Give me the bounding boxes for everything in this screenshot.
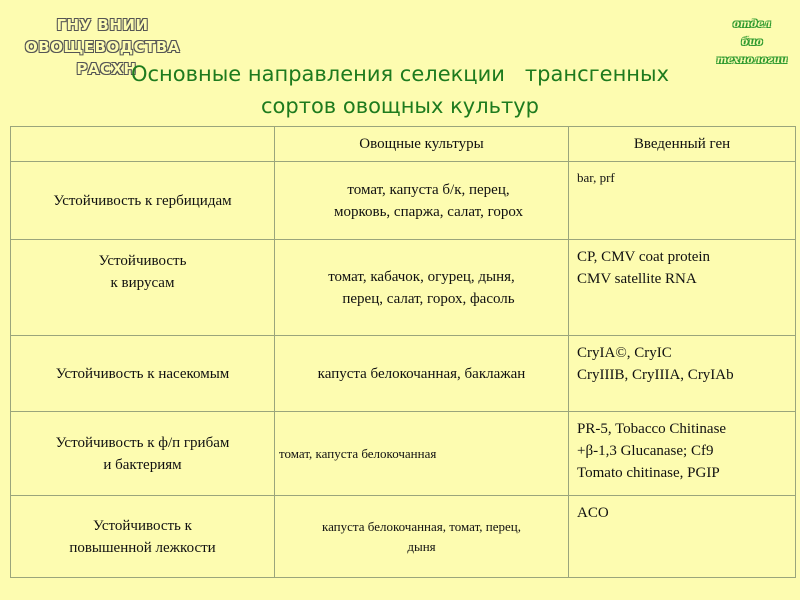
property-text: Устойчивость к гербицидам	[53, 192, 232, 209]
gene-text: ACO	[577, 505, 609, 521]
crops-cell	[275, 240, 569, 336]
selection-table	[10, 126, 796, 578]
crops-cell	[275, 336, 569, 412]
table-header-row	[11, 127, 796, 162]
property-cell	[11, 240, 275, 336]
gene-text: bar, prf	[577, 170, 615, 185]
logo-line-1: ГНУ ВНИИ	[56, 16, 149, 34]
gene-text: CP, CMV coat protein	[577, 249, 711, 265]
gene-text: Tomato chitinase, PGIP	[577, 465, 720, 481]
table-row	[11, 412, 796, 496]
gene-cell	[569, 336, 796, 412]
table-row	[11, 240, 796, 336]
property-cell	[11, 412, 275, 496]
gene-text: CryIIIB, CryIIIA, CryIAb	[577, 367, 734, 383]
table-row	[11, 496, 796, 578]
crops-cell	[275, 496, 569, 578]
logo-line-2: ОВОЩЕВОДСТВА	[25, 38, 180, 56]
header-crops: Овощные культуры	[275, 127, 569, 162]
table-row	[11, 336, 796, 412]
crops-text: томат, кабачок, огурец, дыня,	[328, 268, 515, 285]
crops-text: томат, капуста б/к, перец,	[347, 181, 510, 198]
gene-text: +β-1,3 Glucanase; Cf9	[577, 443, 714, 459]
crops-text: томат, капуста белокочанная	[279, 445, 437, 461]
property-cell	[11, 496, 275, 578]
property-cell	[11, 162, 275, 240]
property-cell	[11, 336, 275, 412]
property-text: Устойчивость к	[93, 517, 192, 534]
gene-text: CryIA©, CryIC	[577, 345, 672, 361]
property-text: Устойчивость	[98, 253, 187, 269]
crops-cell	[275, 162, 569, 240]
gene-text: PR-5, Tobacco Chitinase	[577, 421, 727, 437]
crops-text: морковь, спаржа, салат, горох	[333, 203, 524, 220]
gene-cell	[569, 240, 796, 336]
crops-text: дыня	[407, 538, 436, 554]
crops-text: капуста белокочанная, баклажан	[317, 365, 526, 382]
dept-logo-line-2: био	[741, 37, 763, 48]
gene-text: CMV satellite RNA	[577, 271, 697, 287]
header-property	[11, 127, 275, 162]
property-text: к вирусам	[110, 275, 175, 291]
logo-line-3: РАСХН	[76, 60, 137, 78]
gene-cell	[569, 162, 796, 240]
gene-cell	[569, 412, 796, 496]
crops-text: капуста белокочанная, томат, перец,	[321, 518, 522, 534]
header-gene: Введенный ген	[569, 127, 796, 162]
property-text: Устойчивость к ф/п грибам	[55, 434, 230, 451]
dept-logo-line-3: технологии	[716, 55, 788, 66]
property-text: Устойчивость к насекомым	[55, 365, 230, 382]
property-text: повышенной лежкости	[69, 539, 216, 556]
dept-logo-line-1: отдел	[733, 19, 771, 30]
crops-text: перец, салат, горох, фасоль	[342, 290, 515, 307]
title-line-1: Основные направления селекции трансгенных	[130, 62, 670, 86]
page-title	[40, 58, 760, 122]
crops-cell	[275, 412, 569, 496]
property-text: и бактериям	[103, 456, 182, 473]
table-row	[11, 162, 796, 240]
title-line-2: сортов овощных культур	[260, 94, 540, 118]
gene-cell	[569, 496, 796, 578]
